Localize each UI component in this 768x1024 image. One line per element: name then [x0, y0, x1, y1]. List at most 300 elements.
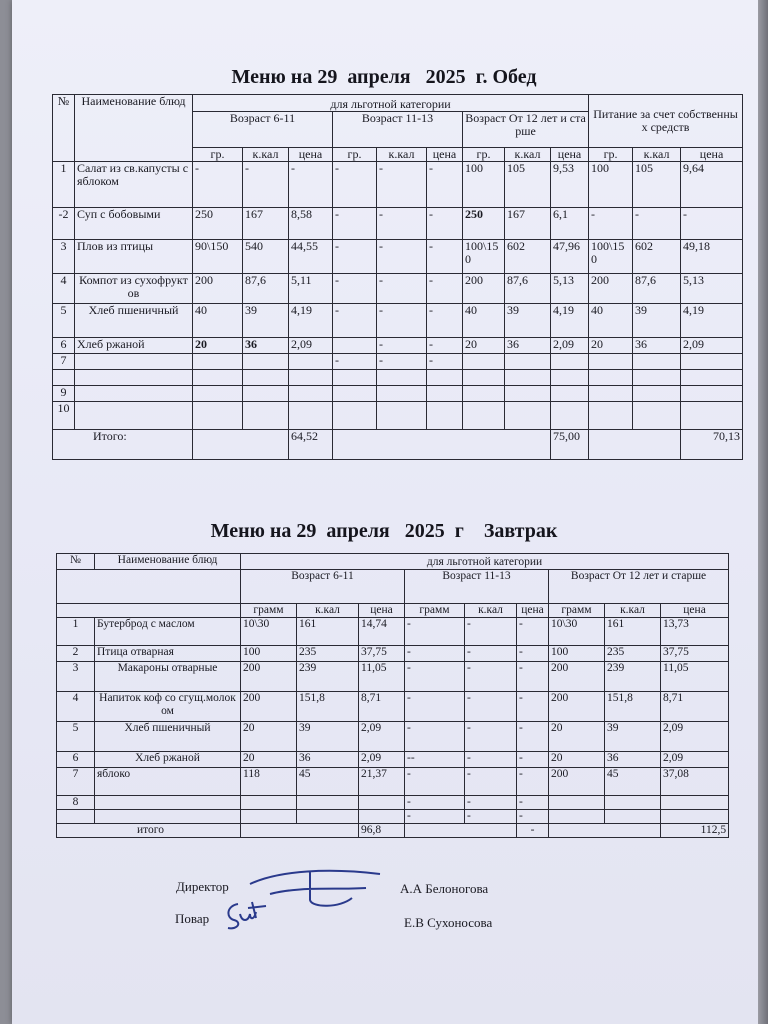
value-cell: 151,8 [605, 692, 661, 722]
value-cell: - [427, 304, 463, 338]
value-cell [193, 402, 243, 430]
value-cell [505, 370, 551, 386]
value-cell [193, 386, 243, 402]
value-cell: 45 [605, 768, 661, 796]
value-cell: 100 [241, 646, 297, 662]
value-cell [661, 810, 729, 824]
value-cell: 90\150 [193, 240, 243, 274]
value-cell: 36 [505, 338, 551, 354]
value-cell: 235 [605, 646, 661, 662]
value-cell [243, 402, 289, 430]
total-age1: 96,8 [359, 824, 405, 838]
dish-name [75, 402, 193, 430]
value-cell: - [465, 618, 517, 646]
row-number: 1 [53, 162, 75, 208]
value-cell [681, 370, 743, 386]
value-cell: -- [405, 752, 465, 768]
dish-name: яблоко [95, 768, 241, 796]
value-cell: 36 [633, 338, 681, 354]
total-mark: - [517, 824, 549, 838]
dish-name [75, 386, 193, 402]
total-age1: 64,52 [289, 430, 333, 460]
value-cell: 39 [605, 722, 661, 752]
value-cell [333, 338, 377, 354]
value-cell: 100 [549, 646, 605, 662]
dish-name: Суп с бобовыми [75, 208, 193, 240]
value-cell: 39 [633, 304, 681, 338]
value-cell: 44,55 [289, 240, 333, 274]
value-cell: 6,1 [551, 208, 589, 240]
value-cell [633, 354, 681, 370]
value-cell: 239 [297, 662, 359, 692]
value-cell: 49,18 [681, 240, 743, 274]
value-cell: - [517, 810, 549, 824]
row-number: 1 [57, 618, 95, 646]
value-cell [377, 402, 427, 430]
value-cell [681, 354, 743, 370]
total-label: итого [57, 824, 241, 838]
row-number: 8 [57, 796, 95, 810]
value-cell [551, 354, 589, 370]
value-cell [377, 370, 427, 386]
value-cell [605, 796, 661, 810]
value-cell: 8,71 [661, 692, 729, 722]
value-cell: 100 [589, 162, 633, 208]
value-cell: 21,37 [359, 768, 405, 796]
value-cell: 167 [505, 208, 551, 240]
dish-name: Салат из св.капусты с яблоком [75, 162, 193, 208]
total-label: Итого: [53, 430, 193, 460]
col-subheader: к.кал [243, 148, 289, 162]
col-header-age-6-11: Возраст 6-11 [241, 570, 405, 604]
cook-label: Повар [175, 911, 210, 926]
value-cell [549, 810, 605, 824]
value-cell: 11,05 [359, 662, 405, 692]
value-cell: 14,74 [359, 618, 405, 646]
value-cell: 200 [549, 768, 605, 796]
value-cell: 602 [505, 240, 551, 274]
director-label: Директор [176, 879, 229, 894]
value-cell: 11,05 [661, 662, 729, 692]
value-cell: 20 [463, 338, 505, 354]
col-header-benefit: для льготной категории [193, 95, 589, 112]
value-cell: 2,09 [681, 338, 743, 354]
value-cell: 161 [605, 618, 661, 646]
value-cell: - [517, 796, 549, 810]
value-cell: 4,19 [551, 304, 589, 338]
value-cell [681, 386, 743, 402]
value-cell [463, 402, 505, 430]
table-row [57, 692, 729, 722]
value-cell: - [517, 692, 549, 722]
value-cell: - [405, 810, 465, 824]
value-cell [377, 386, 427, 402]
value-cell: 100 [463, 162, 505, 208]
table-row [57, 810, 729, 824]
col-header-dish: Наименование блюд [75, 95, 193, 162]
value-cell [243, 354, 289, 370]
row-number: -2 [53, 208, 75, 240]
value-cell [427, 370, 463, 386]
total-own: 70,13 [681, 430, 743, 460]
value-cell: 5,13 [681, 274, 743, 304]
value-cell [359, 810, 405, 824]
value-cell [463, 370, 505, 386]
value-cell: 5,13 [551, 274, 589, 304]
value-cell [551, 386, 589, 402]
table-row [57, 554, 729, 570]
row-number: 7 [53, 354, 75, 370]
value-cell: - [243, 162, 289, 208]
value-cell: 39 [243, 304, 289, 338]
col-subheader: гр. [463, 148, 505, 162]
value-cell [633, 402, 681, 430]
value-cell [661, 796, 729, 810]
value-cell: - [333, 208, 377, 240]
value-cell [505, 386, 551, 402]
row-number: 7 [57, 768, 95, 796]
value-cell: 36 [605, 752, 661, 768]
table-row [53, 240, 743, 274]
value-cell: - [377, 274, 427, 304]
value-cell: - [377, 240, 427, 274]
value-cell: - [681, 208, 743, 240]
table-row [53, 402, 743, 430]
total-empty [589, 430, 681, 460]
value-cell: - [633, 208, 681, 240]
value-cell: - [517, 646, 549, 662]
value-cell [243, 386, 289, 402]
value-cell: 5,11 [289, 274, 333, 304]
value-cell: - [465, 752, 517, 768]
value-cell: 167 [243, 208, 289, 240]
value-cell: - [405, 768, 465, 796]
value-cell: 39 [505, 304, 551, 338]
value-cell: 37,75 [359, 646, 405, 662]
value-cell [505, 354, 551, 370]
total-age3: 112,5 [661, 824, 729, 838]
value-cell [333, 370, 377, 386]
table-row [53, 304, 743, 338]
table-row [57, 824, 729, 838]
value-cell [333, 386, 377, 402]
table-row [57, 604, 729, 618]
value-cell: - [517, 662, 549, 692]
value-cell: 161 [297, 618, 359, 646]
value-cell [505, 402, 551, 430]
row-number: 4 [53, 274, 75, 304]
dish-name: Напиток коф со сгущ.молоком [95, 692, 241, 722]
table-row [53, 430, 743, 460]
value-cell: 200 [589, 274, 633, 304]
value-cell: 250 [463, 208, 505, 240]
background-edge [758, 0, 768, 1024]
total-age3: 75,00 [551, 430, 589, 460]
value-cell [289, 402, 333, 430]
value-cell [359, 796, 405, 810]
value-cell [463, 354, 505, 370]
value-cell: 200 [241, 662, 297, 692]
col-header-number: № [57, 554, 95, 570]
value-cell [551, 402, 589, 430]
value-cell: - [427, 208, 463, 240]
dish-name: Плов из птицы [75, 240, 193, 274]
row-number: 6 [53, 338, 75, 354]
value-cell: - [465, 722, 517, 752]
table-row [53, 386, 743, 402]
value-cell: - [193, 162, 243, 208]
table-row [57, 752, 729, 768]
value-cell: - [427, 274, 463, 304]
col-subheader: грамм [405, 604, 465, 618]
table-row [53, 338, 743, 354]
col-subheader: к.кал [605, 604, 661, 618]
value-cell [333, 402, 377, 430]
col-header-age-6-11: Возраст 6-11 [193, 112, 333, 148]
value-cell: 239 [605, 662, 661, 692]
lunch-title: Меню на 29 апреля 2025 г. Обед [231, 66, 537, 88]
value-cell: - [517, 722, 549, 752]
value-cell: - [405, 646, 465, 662]
value-cell [589, 402, 633, 430]
value-cell: - [333, 162, 377, 208]
row-number: 5 [53, 304, 75, 338]
value-cell [241, 810, 297, 824]
dish-name: Хлеб пшеничный [95, 722, 241, 752]
dish-name: Хлеб ржаной [75, 338, 193, 354]
value-cell: 20 [549, 722, 605, 752]
row-number: 2 [57, 646, 95, 662]
value-cell: 20 [241, 722, 297, 752]
value-cell: 37,08 [661, 768, 729, 796]
value-cell: - [405, 722, 465, 752]
value-cell: 20 [193, 338, 243, 354]
cook-signature [222, 898, 272, 934]
value-cell: - [405, 662, 465, 692]
total-empty [333, 430, 551, 460]
value-cell: - [377, 354, 427, 370]
value-cell: 105 [633, 162, 681, 208]
value-cell: 200 [241, 692, 297, 722]
value-cell: 40 [463, 304, 505, 338]
col-subheader: цена [661, 604, 729, 618]
value-cell: 200 [193, 274, 243, 304]
col-header-own-funds: Питание за счет собственных средств [589, 95, 743, 148]
dish-name: Хлеб ржаной [95, 752, 241, 768]
value-cell: 250 [193, 208, 243, 240]
table-row [53, 354, 743, 370]
col-subheader: цена [427, 148, 463, 162]
col-subheader: к.кал [297, 604, 359, 618]
value-cell: 2,09 [289, 338, 333, 354]
value-cell: 8,71 [359, 692, 405, 722]
value-cell: - [427, 240, 463, 274]
value-cell: - [517, 618, 549, 646]
value-cell [463, 386, 505, 402]
cook-name: Е.В Сухоносова [404, 915, 493, 930]
total-empty [193, 430, 289, 460]
value-cell: - [427, 338, 463, 354]
value-cell: 2,09 [661, 722, 729, 752]
value-cell: - [377, 208, 427, 240]
col-subheader: гр. [333, 148, 377, 162]
value-cell [193, 354, 243, 370]
dish-name: Птица отварная [95, 646, 241, 662]
col-subheader: цена [517, 604, 549, 618]
value-cell: 2,09 [359, 722, 405, 752]
dish-name [75, 370, 193, 386]
col-header-age-11-13: Возраст 11-13 [405, 570, 549, 604]
value-cell: - [465, 768, 517, 796]
value-cell [241, 796, 297, 810]
dish-name [95, 796, 241, 810]
value-cell [549, 796, 605, 810]
value-cell [633, 370, 681, 386]
row-number: 6 [57, 752, 95, 768]
col-subheader: к.кал [633, 148, 681, 162]
table-row [53, 370, 743, 386]
dish-name: Хлеб пшеничный [75, 304, 193, 338]
value-cell: - [405, 692, 465, 722]
value-cell [297, 796, 359, 810]
value-cell [289, 386, 333, 402]
table-row [53, 208, 743, 240]
value-cell [297, 810, 359, 824]
table-row [53, 274, 743, 304]
col-header-age-12-plus: Возраст От 12 лет и старше [549, 570, 729, 604]
value-cell: 10\30 [549, 618, 605, 646]
lunch-table [52, 94, 743, 460]
value-cell: - [465, 692, 517, 722]
value-cell: - [333, 274, 377, 304]
col-subheader: гр. [589, 148, 633, 162]
value-cell: - [289, 162, 333, 208]
table-row [57, 662, 729, 692]
value-cell: - [589, 208, 633, 240]
value-cell: 40 [589, 304, 633, 338]
row-number: 3 [57, 662, 95, 692]
value-cell: 9,64 [681, 162, 743, 208]
value-cell: 20 [549, 752, 605, 768]
value-cell: - [333, 240, 377, 274]
table-row [57, 646, 729, 662]
value-cell: - [517, 752, 549, 768]
breakfast-title: Меню на 29 апреля 2025 г Завтрак [210, 520, 558, 542]
value-cell: - [427, 162, 463, 208]
col-subheader: грамм [549, 604, 605, 618]
value-cell: 87,6 [243, 274, 289, 304]
value-cell: - [465, 662, 517, 692]
value-cell: 40 [193, 304, 243, 338]
value-cell: 4,19 [681, 304, 743, 338]
value-cell: 540 [243, 240, 289, 274]
value-cell: 36 [243, 338, 289, 354]
breakfast-table [56, 553, 729, 838]
col-subheader: к.кал [465, 604, 517, 618]
total-empty [241, 824, 359, 838]
value-cell: 105 [505, 162, 551, 208]
value-cell: 37,75 [661, 646, 729, 662]
col-subheader: цена [359, 604, 405, 618]
value-cell [289, 370, 333, 386]
value-cell: - [377, 162, 427, 208]
value-cell: 200 [549, 662, 605, 692]
value-cell [589, 370, 633, 386]
value-cell: 151,8 [297, 692, 359, 722]
value-cell: - [377, 304, 427, 338]
header-blank [57, 570, 241, 604]
table-row [53, 95, 743, 112]
value-cell: - [333, 354, 377, 370]
value-cell: - [465, 646, 517, 662]
col-subheader: к.кал [505, 148, 551, 162]
value-cell [289, 354, 333, 370]
dish-name: Макароны отварные [95, 662, 241, 692]
value-cell: 200 [549, 692, 605, 722]
value-cell [243, 370, 289, 386]
value-cell: 2,09 [661, 752, 729, 768]
dish-name [95, 810, 241, 824]
value-cell: 100\150 [463, 240, 505, 274]
value-cell: - [427, 354, 463, 370]
dish-name [75, 354, 193, 370]
value-cell: 118 [241, 768, 297, 796]
value-cell: 87,6 [505, 274, 551, 304]
value-cell: 4,19 [289, 304, 333, 338]
value-cell [551, 370, 589, 386]
value-cell: 13,73 [661, 618, 729, 646]
table-row [57, 570, 729, 604]
value-cell: - [405, 796, 465, 810]
value-cell: 2,09 [359, 752, 405, 768]
value-cell: 100\150 [589, 240, 633, 274]
value-cell: 8,58 [289, 208, 333, 240]
total-empty [549, 824, 661, 838]
value-cell: 2,09 [551, 338, 589, 354]
value-cell: - [517, 768, 549, 796]
col-header-benefit: для льготной категории [241, 554, 729, 570]
value-cell: - [465, 796, 517, 810]
row-number: 9 [53, 386, 75, 402]
value-cell: 235 [297, 646, 359, 662]
value-cell: - [465, 810, 517, 824]
col-header-age-12-plus: Возраст От 12 лет и старше [463, 112, 589, 148]
value-cell: 10\30 [241, 618, 297, 646]
director-name: А.А Белоногова [400, 881, 489, 896]
value-cell [427, 402, 463, 430]
col-subheader: к.кал [377, 148, 427, 162]
value-cell [633, 386, 681, 402]
table-row [57, 768, 729, 796]
col-subheader: цена [551, 148, 589, 162]
col-header-number: № [53, 95, 75, 162]
col-header-dish: Наименование блюд [95, 554, 241, 570]
value-cell: 47,96 [551, 240, 589, 274]
value-cell: 36 [297, 752, 359, 768]
row-number: 4 [57, 692, 95, 722]
dish-name: Бутерброд с маслом [95, 618, 241, 646]
value-cell [589, 354, 633, 370]
value-cell: - [333, 304, 377, 338]
row-number: 5 [57, 722, 95, 752]
value-cell: 45 [297, 768, 359, 796]
value-cell: - [377, 338, 427, 354]
value-cell: 39 [297, 722, 359, 752]
table-row [57, 796, 729, 810]
total-empty [405, 824, 517, 838]
col-subheader: грамм [241, 604, 297, 618]
row-number: 10 [53, 402, 75, 430]
